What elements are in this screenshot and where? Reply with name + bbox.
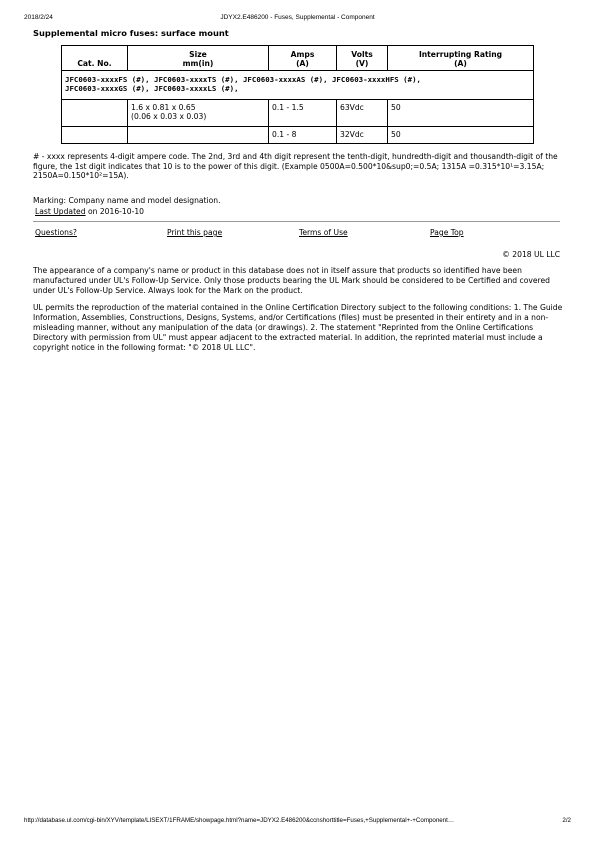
cell-cat-no: [62, 100, 128, 127]
cell-rating: 50: [388, 100, 534, 127]
model-list-line1: JFC0603-xxxxFS (#), JFC0603-xxxxTS (#), JFC0603-xxxxAS (#), JFC0603-xxxxHFS (#),: [65, 75, 421, 84]
header-volts-line1: Volts: [351, 50, 373, 59]
print-page-link[interactable]: Print this page: [167, 227, 223, 237]
ampere-code-note: # - xxxx represents 4-digit ampere code. The 2nd, 3rd and 4th digit represent the tenth-digit, hundredth-digit and thousandth-digit of the figure, the 1st digit indicates that 10 is to the power of this digit. (Example 0500A=0.500*10&sup0;=0.5A; 1315A =0.315*10¹=3.15A; 2150A=0.150*10²=15A).: [33, 152, 558, 181]
disclaimer-paragraph: The appearance of a company's name or product in this database does not in itself assure that products so identified have been manufactured under UL's Follow-Up Service. Only those products bearing the UL Mark should be considered to be Certified and covered under UL's Follow-Up Service. Always look for the Mark on the product.: [33, 265, 550, 295]
header-size-line1: Size: [189, 50, 207, 59]
header-size-line2: mm(in): [182, 59, 214, 68]
cell-size-line1: 1.6 x 0.81 x 0.65: [131, 103, 196, 112]
header-volts-line2: (V): [355, 59, 369, 68]
cell-rating: 50: [388, 127, 534, 144]
print-title: JDYX2.E486200 - Fuses, Supplemental - Component: [220, 14, 375, 21]
table-row: [62, 100, 534, 127]
terms-of-use-link[interactable]: Terms of Use: [299, 227, 348, 237]
header-volts: [337, 46, 388, 71]
cell-size-line2: (0.06 x 0.03 x 0.03): [131, 112, 207, 121]
cell-volts: 63Vdc: [337, 100, 388, 127]
reproduction-paragraph: UL permits the reproduction of the material contained in the Online Certification Directory subject to the following conditions: 1. The Guide Information, Assemblies, Constructions, Designs, Systems, and/or Certifications (files) must be presented in their entirety and in a non-misleading manner, without any manipulation of the data (or drawings). 2. The statement "Reprinted from the Online Certifications Directory with permission from UL" must appear adjacent to the extracted material. In addition, the reprinted material must include a copyright notice in the following format: "© 2018 UL LLC".: [33, 303, 563, 352]
marking-text: Marking: Company name and model designation.: [33, 195, 221, 205]
cell-size: [128, 127, 269, 144]
print-footer: [24, 817, 571, 827]
questions-link[interactable]: Questions?: [35, 227, 77, 237]
cell-amps: 0.1 - 8: [269, 127, 337, 144]
model-list-line2: JFC0603-xxxxGS (#), JFC0603-xxxxLS (#),: [65, 84, 239, 93]
cell-volts: 32Vdc: [337, 127, 388, 144]
section-title: Supplemental micro fuses: surface mount: [33, 28, 229, 38]
header-amps-line2: (A): [296, 59, 309, 68]
print-header: [24, 14, 571, 24]
header-amps-line1: Amps: [290, 50, 315, 59]
model-list: [62, 71, 534, 100]
models-row: [62, 71, 534, 100]
fuse-table: [61, 45, 534, 144]
table-row: [62, 127, 534, 144]
copyright: © 2018 UL LLC: [502, 249, 560, 259]
last-updated-date: on 2016-10-10: [85, 207, 144, 217]
cell-amps: 0.1 - 1.5: [269, 100, 337, 127]
last-updated-link[interactable]: Last Updated: [35, 207, 86, 217]
header-amps: [269, 46, 337, 71]
last-updated: [35, 207, 563, 217]
header-rating-line2: (A): [454, 59, 467, 68]
header-interrupting-rating: [388, 46, 534, 71]
header-rating-line1: Interrupting Rating: [418, 50, 503, 59]
table-header-row: [62, 46, 534, 71]
cell-cat-no: [62, 127, 128, 144]
header-cat-no: Cat. No.: [62, 46, 128, 71]
header-size: [128, 46, 269, 71]
page-links: [33, 226, 563, 240]
page-number: 2/2: [562, 817, 571, 824]
divider: [33, 221, 560, 222]
print-date: 2018/2/24: [24, 14, 53, 21]
print-url: http://database.ul.com/cgi-bin/XYV/template/LISEXT/1FRAME/showpage.html?name=JDYX2.E486200&ccnshorttitle=Fuses,+Supplemental+-+Component…: [24, 817, 455, 824]
cell-size: [128, 100, 269, 127]
page-content: [33, 28, 563, 352]
page-top-link[interactable]: Page Top: [430, 227, 464, 237]
